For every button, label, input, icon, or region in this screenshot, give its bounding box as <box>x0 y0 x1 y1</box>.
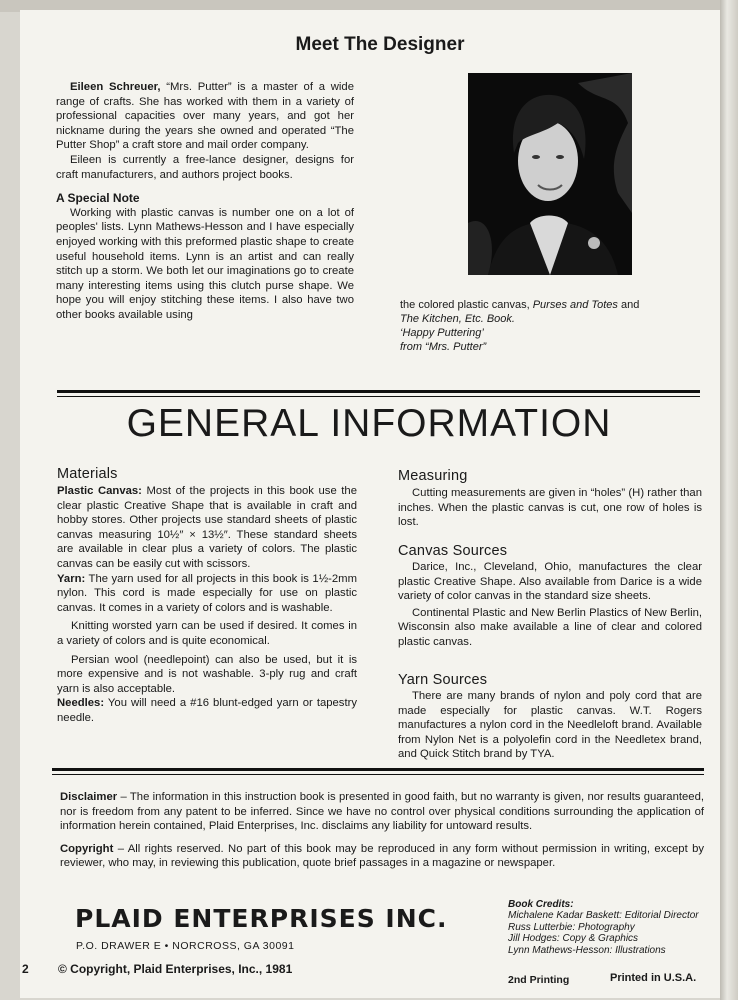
measuring-text-block <box>398 486 702 530</box>
canvas-sources-text-1: Darice, Inc., Cleveland, Ohio, manufactures the clear plastic Creative Shape. Also available from Darice is a wide variety of color canvas in the standard size sheets. <box>398 561 702 603</box>
canvas-sources-text-block <box>398 560 702 650</box>
section-divider-thick <box>57 390 700 393</box>
bio-paragraph-2: Eileen is currently a free-lance designer, designs for craft manufacturers, and authors project books. <box>56 153 354 181</box>
materials-heading: Materials <box>57 466 118 482</box>
next-page-edge <box>720 0 738 1000</box>
book-credits <box>508 899 708 956</box>
needles-text: You will need a #16 blunt-edged yarn or tapestry needle. <box>57 697 357 724</box>
yarn-paragraph <box>57 572 357 616</box>
credit-line: Jill Hodges: Copy & Graphics <box>508 933 639 944</box>
plastic-canvas-paragraph <box>57 484 357 572</box>
copyright-text: – All rights reserved. No part of this book may be reproduced in any form without permission in writing, except by reviewer, who may, in reviewing this publication, quote brief passages in a magazine or newspaper. <box>60 842 704 870</box>
section-divider-thin <box>57 396 700 397</box>
caption-text: the colored plastic canvas, <box>400 299 530 311</box>
book-title-kitchen: The Kitchen, Etc. Book. <box>400 313 515 325</box>
special-note-heading: A Special Note <box>56 191 140 206</box>
designer-title: Meet The Designer <box>295 34 465 55</box>
footer-copyright: © Copyright, Plaid Enterprises, Inc., 1981 <box>58 962 293 976</box>
disclaimer-paragraph <box>60 790 704 834</box>
designer-photo <box>468 73 632 275</box>
disclaimer-text: – The information in this instruction book is presented in good faith, but no warranty is given, nor results guaranteed, nor is freedom from any patent to be inferred. Since we have no control over physical conditions surrounding the application of information herein contained, Plaid Enterprises, Inc. disclaims any liability for untoward results. <box>60 791 704 833</box>
yarn-sources-heading: Yarn Sources <box>398 672 488 688</box>
credit-line: Lynn Mathews-Hesson: Illustrations <box>508 944 666 956</box>
caption-signature: from “Mrs. Putter” <box>400 341 487 353</box>
page-number: 2 <box>22 962 29 976</box>
needles-label: Needles: <box>57 697 105 710</box>
caption-quote: ‘Happy Puttering’ <box>400 327 484 339</box>
disclaimer-label: Disclaimer <box>60 791 118 803</box>
credits-title: Book Credits: <box>508 899 574 910</box>
knitting-paragraph: Knitting worsted yarn can be used if desired. It comes in a variety of colors and is quite economical. <box>57 620 357 647</box>
canvas-sources-text-2: Continental Plastic and New Berlin Plastics of New Berlin, Wisconsin also make available a line of clear and colored plastic canvas. <box>398 606 702 648</box>
printing-edition: 2nd Printing <box>508 974 570 986</box>
plaid-enterprises-logo: PLAID ENTERPRISES INC. <box>75 904 448 933</box>
yarn-label: Yarn: <box>57 572 86 585</box>
needles-paragraph <box>57 696 357 725</box>
canvas-sources-heading: Canvas Sources <box>398 543 508 559</box>
caption-line-1 <box>400 298 710 312</box>
measuring-heading: Measuring <box>398 468 468 484</box>
yarn-text: The yarn used for all projects in this book is 1½-2mm nylon. This cord is made especially for use on plastic canvas. It comes in a variety of colors and is washable. <box>57 572 357 614</box>
book-title-purses: Purses and Totes <box>532 299 618 311</box>
bio-name: Eileen Schreuer, <box>70 81 161 93</box>
credit-line: Russ Lutterbie: Photography <box>508 921 635 933</box>
designer-bio <box>56 80 354 323</box>
special-note-text: Working with plastic canvas is number one on a lot of peoples' lists. Lynn Mathews-Hesson and I have especially enjoyed working with this preformed plastic shape to create useful household items. Lynn is an artist and can really stitch up a storm. We both let our imaginations go to create many interesting items using this clutch purse shape. We hope you will enjoy stitching these items. I also have two other books available using <box>56 206 354 321</box>
plastic-canvas-text: Most of the projects in this book use the clear plastic Creative Shape that is available in craft and hobby stores. Other projects use standard sheets of plastic canvas measuring 10½″ × 13½″. These standard sheets are available in clear plus a variety of colors. The plastic canvas can be easily cut with scissors. <box>57 485 358 570</box>
legal-section <box>60 790 704 871</box>
materials-section <box>57 484 357 726</box>
company-address: P.O. DRAWER E • NORCROSS, GA 30091 <box>76 940 295 952</box>
portrait-image <box>468 73 632 275</box>
legal-divider-thick <box>52 768 704 771</box>
bio-text: “Mrs. Putter” is a master of a wide range of crafts. She has worked with them in a variety of professional capacities over many years, and got her nickname during the years she owned and operated “The Putter Shop” a craft store and mail order company. <box>56 81 354 152</box>
legal-divider-thin <box>52 774 704 775</box>
bio-paragraph <box>56 80 354 153</box>
plastic-canvas-label: Plastic Canvas: <box>57 485 142 497</box>
copyright-paragraph <box>60 842 704 871</box>
credit-line: Michalene Kadar Baskett: Editorial Director <box>508 910 699 921</box>
yarn-sources-text-block <box>398 689 702 762</box>
general-information-title: GENERAL INFORMATION <box>126 402 612 445</box>
persian-paragraph: Persian wool (needlepoint) can also be used, but it is more expensive and is not washable. 3-ply rug and craft yarn is also acceptable. <box>57 653 357 695</box>
printed-in: Printed in U.S.A. <box>610 972 697 984</box>
caption-and: and <box>617 299 640 311</box>
measuring-text: Cutting measurements are given in “holes” (H) rather than inches. When the plastic canvas is cut, one row of holes is lost. <box>398 487 702 529</box>
designer-caption <box>400 298 710 354</box>
copyright-label: Copyright <box>60 842 114 855</box>
yarn-sources-text: There are many brands of nylon and poly cord that are made especially for plastic canvas. W.T. Rogers manufactures a nylon cord in the Needleloft brand. Available from Nylon Net is a polyolefin cord in the Needletex brand, and Quick Stitch brand by TYA. <box>398 690 702 761</box>
